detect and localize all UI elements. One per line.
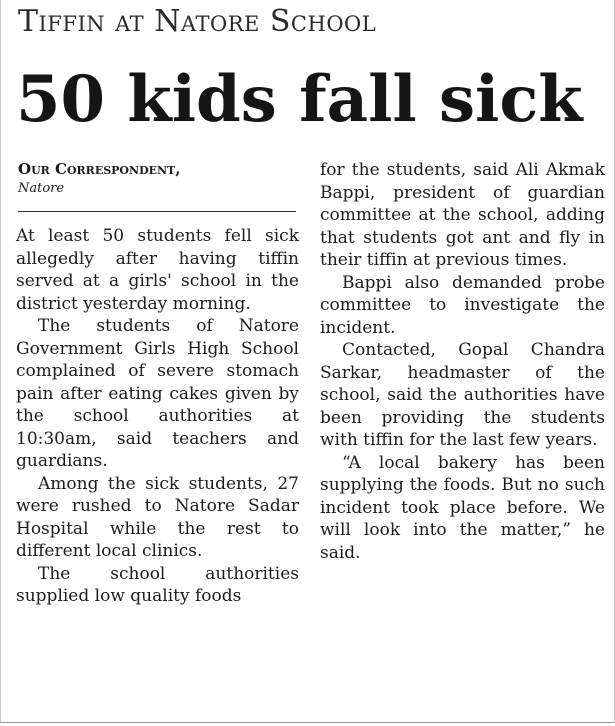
paragraph: The students of Natore Government Girls High School complained of severe stomach pain after eating cakes given by the school authorities at 10:30am, said teachers and guardians. [16, 316, 299, 471]
article-column-2 [320, 159, 605, 564]
paragraph: for the students, said Ali Akmak Bappi, president of guardian committee at the school, adding that students got ant and fly in their tiffin at previous times. [320, 160, 605, 270]
byline-divider [18, 211, 296, 212]
paragraph: Contacted, Gopal Chandra Sarkar, headmaster of the school, said the authorities have been providing the students with tiffin for the last few years. [320, 340, 605, 450]
dateline: Natore [18, 181, 65, 196]
byline: Our Correspondent, [18, 160, 181, 178]
paragraph: At least 50 students fell sick allegedly after having tiffin served at a girls' school in the district yesterday morning. [16, 226, 299, 314]
article-column-1 [16, 225, 299, 608]
article-kicker: Tiffin at Natore School [18, 4, 377, 39]
article-headline: 50 kids fall sick [16, 62, 583, 137]
paragraph: Bappi also demanded probe committee to investigate the incident. [320, 272, 605, 338]
paragraph: “A local bakery has been supplying the foods. But no such incident took place before. We will look into the matter,” he said. [320, 452, 605, 563]
paragraph: The school authorities supplied low quality foods [16, 563, 299, 606]
paragraph: Among the sick students, 27 were rushed to Natore Sadar Hospital while the rest to different local clinics. [16, 473, 299, 561]
